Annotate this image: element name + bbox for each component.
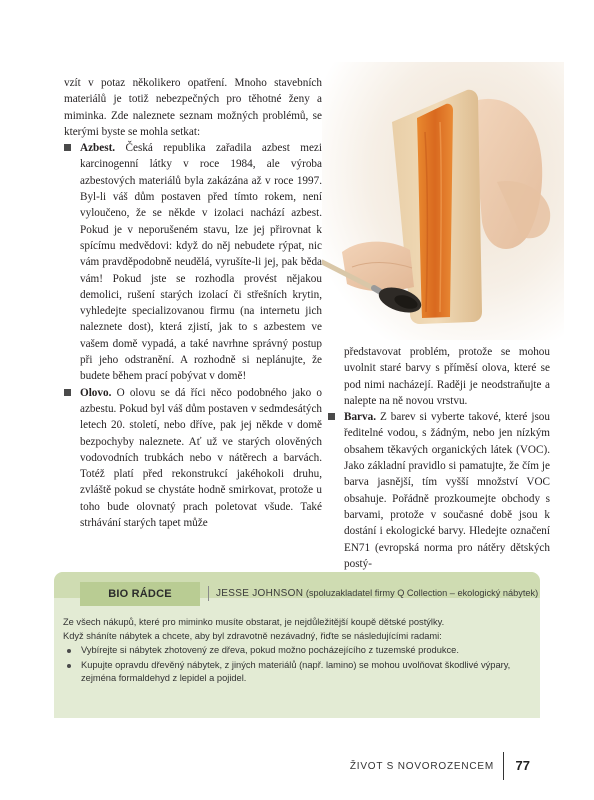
list-item-olovo <box>64 385 322 532</box>
olovo-continuation: představovat problém, protože se mohou uvolnit staré barvy s příměsí olova, které se pod nimi nacházejí. Raději je neodstraňujte a nalepte na ně novou vrstvu. <box>344 346 550 407</box>
page-footer <box>349 752 540 780</box>
article-column-right <box>328 344 550 572</box>
bio-intro-1: Ze všech nákupů, které pro miminko musíte obstarat, je nejdůležitější koupě dětské postýlky. <box>63 617 445 627</box>
bio-role: (spoluzakladatel firmy Q Collection – ekologický nábytek) <box>305 588 539 598</box>
square-bullet-icon <box>64 389 71 396</box>
item-term: Barva. <box>344 411 377 424</box>
bio-intro-2: Když sháníte nábytek a chcete, aby byl zdravotně nezávadný, řiďte se následujícími radami: <box>63 630 442 641</box>
item-text: O olovu se dá říci něco podobného jako o azbestu. Pokud byl váš dům postaven v sedmdesátých letech 20. století, nebo dříve, pak jej někde v domě bezpochyby naleznete. Ať už ve starých olověných vodovodních trubkách nebo v nátěrech a barvách. Totéž platí před rekonstrukcí jakéhokoli druhu, zvláště pokud se chystáte hodně smirkovat, protože u toho bude olovnatý prach poletovat všude. Také strhávání starých tapet může <box>80 386 322 530</box>
bio-name: JESSE JOHNSON <box>216 588 304 599</box>
item-term: Olovo. <box>80 386 112 399</box>
square-bullet-icon <box>64 144 71 151</box>
item-text: Z barev si vyberte takové, které jsou ředitelné vodou, s žádným, nebo jen nízkým obsahem těkavých organických látek (VOC). Jako základní pravidlo si pamatujte, že čím je barva jasnější, tím vyšší množství VOC obsahuje. Pořádně prozkoumejte obchody s barvami, protože v současné době jsou k dostání i ekologické barvy. Hledejte označení EN71 (evropská norma pro nátěry dětských postý- <box>344 411 550 570</box>
bio-badge: BIO RÁDCE <box>80 582 200 606</box>
bullet-dot-icon <box>67 649 71 653</box>
list-item-azbest <box>64 140 322 384</box>
painting-photo <box>322 62 564 340</box>
article-intro: vzít v potaz několikero opatření. Mnoho stavebních materiálů je totiž nebezpečných pro těhotné ženy a miminka. Zde naleznete seznam možných problémů, se kterými byste se mohla setkat: <box>64 77 322 138</box>
article-column-left <box>64 75 322 531</box>
bio-tip-text: Vybírejte si nábytek zhotovený ze dřeva, pokud možno pocházejícího z tuzemské produkce. <box>81 645 459 656</box>
painting-illustration <box>322 62 564 340</box>
bio-content <box>63 616 525 687</box>
list-item-barva <box>328 409 550 572</box>
footer-divider <box>503 752 504 780</box>
bullet-dot-icon <box>67 664 71 668</box>
footer-section-title: ŽIVOT S NOVOROZENCEM <box>349 761 494 772</box>
bio-tips-list <box>63 644 525 686</box>
bio-tip <box>63 644 525 658</box>
page-number: 77 <box>515 758 530 773</box>
bio-tip-text: Kupujte opravdu dřevěný nábytek, z jiných materiálů (např. lamino) se mohou uvolňovat škodlivé výpary, zejména formaldehyd z lepidel a pojidel. <box>81 659 511 684</box>
item-text: Česká republika zařadila azbest mezi karcinogenní látky v roce 1984, ale výroba azbestových materiálů byla zakázána až v roce 1997. Byl-li váš dům postaven před tímto rokem, není vyloučeno, že se někde v izolaci nachází azbest. Pokud je v neporušeném stavu, lze jej přirovnat k spícímu medvědovi: když do něj nebudete rýpat, nic vám pravděpodobně neudělá, vyrušíte-li jej, pak běda vám! Pokud jste se rozhodla provést nějakou demolici, rušení starých izolací či střešních krytin, vyhledejte specializovanou firmu (na internetu jich naleznete dost), která zjistí, jak to s azbestem ve vašem domě vypadá, a také navrhne správný postup při jeho odstranění. A rozhodně si neplánujte, že budete během prací pobývat v domě! <box>80 142 322 383</box>
bio-tip <box>63 659 525 686</box>
bio-attribution <box>208 586 539 601</box>
item-term: Azbest. <box>80 142 116 155</box>
square-bullet-icon <box>328 413 335 420</box>
